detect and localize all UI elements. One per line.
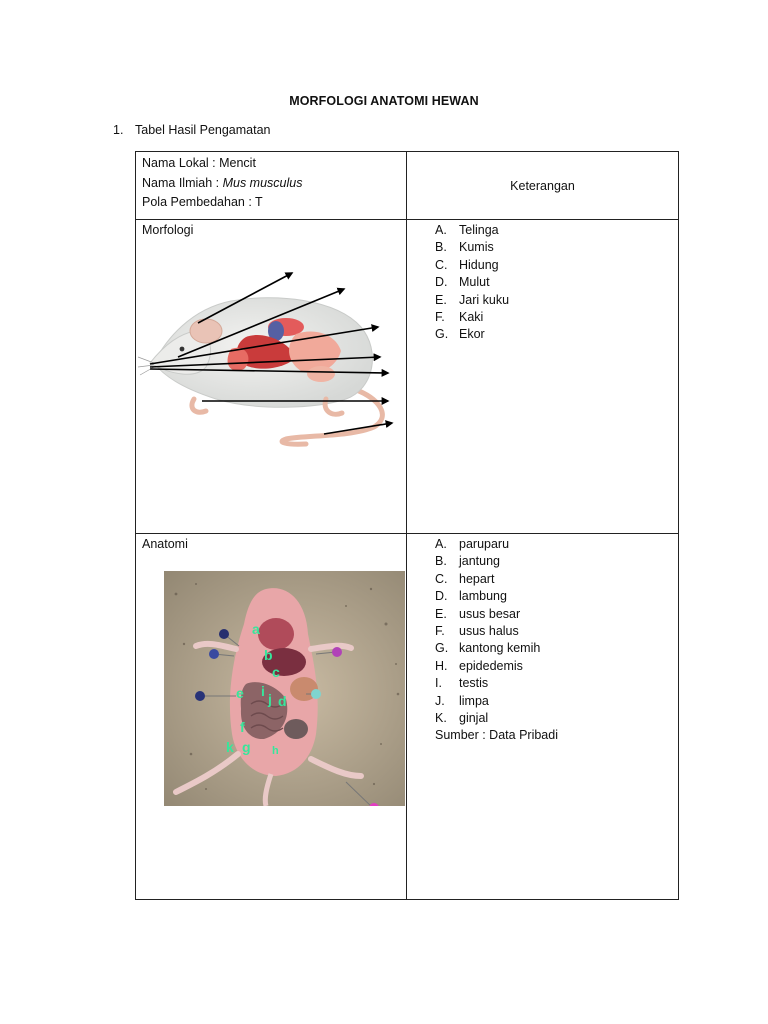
list-item: K. ginjal [435, 711, 489, 726]
mouse-morphology-illustration [136, 239, 405, 459]
photo-label: i [261, 683, 265, 699]
section-heading [113, 123, 271, 137]
morfologi-legend-cell [407, 220, 679, 534]
list-item: A. Telinga [435, 223, 499, 237]
list-item: E. Jari kuku [435, 292, 510, 307]
section-label: Tabel Hasil Pengamatan [135, 123, 271, 137]
dissection-photo [136, 554, 405, 806]
anatomi-legend [407, 534, 678, 727]
list-item: G. Ekor [435, 327, 485, 342]
list-item: H. epidedemis [435, 658, 523, 673]
photo-label: j [268, 691, 272, 707]
anatomi-row [136, 534, 679, 900]
list-item: B. Kumis [435, 240, 494, 255]
list-item: E. usus besar [435, 606, 521, 621]
photo-label: k [226, 739, 234, 755]
morfologi-cell [136, 220, 407, 534]
list-item: C. Hidung [435, 257, 499, 272]
anatomi-label: Anatomi [142, 537, 188, 551]
scientific-name-prefix: Nama Ilmiah : [142, 175, 223, 190]
list-item: C. hepart [435, 571, 495, 586]
specimen-info-cell [136, 152, 407, 220]
list-item: F. usus halus [435, 624, 519, 639]
list-item: J. limpa [435, 693, 489, 708]
morfologi-legend [407, 220, 678, 344]
morfologi-label: Morfologi [142, 223, 194, 237]
scientific-name-line [142, 174, 400, 194]
list-item: F. Kaki [435, 310, 484, 325]
keterangan-header: Keterangan [407, 152, 679, 220]
list-item: D. Mulut [435, 275, 490, 290]
list-item: D. lambung [435, 589, 507, 604]
page-title: MORFOLOGI ANATOMI HEWAN [289, 94, 479, 108]
observation-table [135, 151, 679, 900]
list-item: A. paruparu [435, 537, 510, 551]
anatomi-cell [136, 534, 407, 900]
photo-label: e [236, 685, 244, 701]
section-number: 1. [113, 123, 124, 137]
photo-label: c [272, 664, 280, 680]
table-header-row [136, 152, 679, 220]
photo-label: g [242, 739, 251, 755]
scientific-name: Mus musculus [222, 175, 303, 190]
list-item: I. testis [435, 676, 489, 691]
anatomi-legend-cell [407, 534, 679, 900]
list-item: B. jantung [435, 554, 501, 569]
photo-label: b [264, 647, 273, 663]
list-item: G. kantong kemih [435, 641, 541, 656]
dissection-pattern: Pola Pembedahan : T [142, 195, 263, 209]
source-note: Sumber : Data Pribadi [435, 728, 558, 743]
morfologi-row [136, 220, 679, 534]
local-name: Nama Lokal : Mencit [142, 156, 256, 170]
photo-label: h [272, 745, 279, 757]
photo-label: d [278, 693, 287, 709]
photo-label: f [240, 719, 245, 735]
photo-label: a [252, 621, 260, 637]
